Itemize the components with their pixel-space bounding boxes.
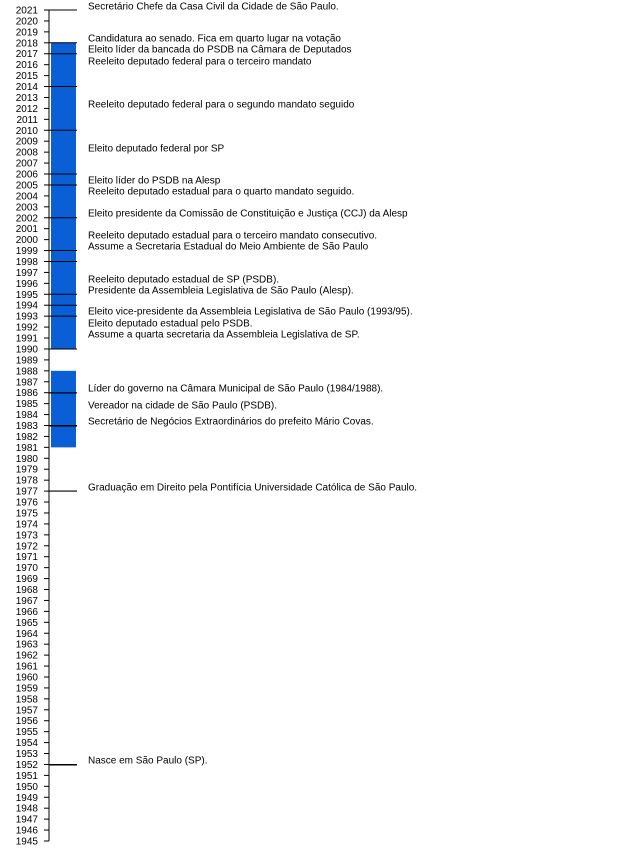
event-label: Reeleito deputado estadual de SP (PSDB). <box>88 274 280 286</box>
year-label: 1996 <box>15 278 38 290</box>
year-label: 1959 <box>15 683 38 695</box>
year-label: 1950 <box>15 781 38 793</box>
year-label: 2012 <box>15 103 38 115</box>
year-label: 2013 <box>15 92 38 104</box>
event-label: Eleito vice-presidente da Assembleia Legislativa de São Paulo (1993/95). <box>88 306 413 318</box>
event-label: Candidatura ao senado. Fica em quarto lugar na votação <box>88 33 341 45</box>
year-label: 1957 <box>15 705 38 717</box>
year-label: 2017 <box>15 49 38 61</box>
year-label: 1956 <box>15 716 38 728</box>
year-label: 2010 <box>15 125 38 137</box>
event-label: Eleito deputado estadual pelo PSDB. <box>88 318 253 330</box>
year-label: 2006 <box>15 169 38 181</box>
year-label: 1977 <box>15 486 38 498</box>
year-label: 2014 <box>15 82 38 94</box>
year-label: 1982 <box>15 431 38 443</box>
year-label: 1979 <box>15 464 38 476</box>
year-label: 1962 <box>15 650 38 662</box>
event-label: Reeleito deputado federal para o terceiro mandato <box>88 56 312 68</box>
year-label: 1998 <box>15 256 38 268</box>
event-label: Eleito líder da bancada do PSDB na Câmara de Deputados <box>88 44 352 56</box>
event-label: Reeleito deputado federal para o segundo mandato seguido <box>88 99 355 111</box>
event-label: Reeleito deputado estadual para o terceiro mandato consecutivo. <box>88 230 378 242</box>
year-label: 1948 <box>15 803 38 815</box>
year-label: 1946 <box>15 825 38 837</box>
year-label: 2018 <box>15 38 38 50</box>
year-label: 1960 <box>15 672 38 684</box>
year-label: 1981 <box>15 442 38 454</box>
year-label: 2008 <box>15 147 38 159</box>
year-label: 1963 <box>15 639 38 651</box>
year-label: 2004 <box>15 191 38 203</box>
event-label: Presidente da Assembleia Legislativa de São Paulo (Alesp). <box>88 285 354 297</box>
year-label: 1997 <box>15 267 38 279</box>
year-label: 1986 <box>15 388 38 400</box>
year-label: 1974 <box>15 519 38 531</box>
year-label: 1995 <box>15 289 38 301</box>
year-label: 1947 <box>15 814 38 826</box>
event-label: Assume a quarta secretaria da Assembleia Legislativa de SP. <box>88 329 360 341</box>
year-label: 1954 <box>15 738 38 750</box>
year-label: 1990 <box>15 344 38 356</box>
year-label: 2015 <box>15 71 38 83</box>
year-label: 2000 <box>15 235 38 247</box>
year-label: 1945 <box>15 836 38 848</box>
event-label: Reeleito deputado estadual para o quarto mandato seguido. <box>88 186 355 198</box>
year-label: 1966 <box>15 606 38 618</box>
year-label: 2016 <box>15 60 38 72</box>
period-bar <box>51 43 76 349</box>
year-label: 1993 <box>15 311 38 323</box>
year-label: 1999 <box>15 246 38 258</box>
year-label: 2009 <box>15 136 38 148</box>
year-label: 1992 <box>15 322 38 334</box>
year-label: 2002 <box>15 213 38 225</box>
year-label: 1949 <box>15 792 38 804</box>
year-label: 1989 <box>15 355 38 367</box>
year-label: 1980 <box>15 453 38 465</box>
year-label: 1976 <box>15 497 38 509</box>
event-label: Eleito líder do PSDB na Alesp <box>88 175 221 187</box>
year-label: 2021 <box>15 5 38 17</box>
year-label: 1987 <box>15 377 38 389</box>
event-label: Eleito presidente da Comissão de Constituição e Justiça (CCJ) da Alesp <box>88 208 408 220</box>
year-label: 1994 <box>15 300 38 312</box>
event-label: Nasce em São Paulo (SP). <box>88 755 208 767</box>
year-label: 1965 <box>15 617 38 629</box>
event-label: Secretário Chefe da Casa Civil da Cidade de São Paulo. <box>88 1 339 13</box>
year-label: 1988 <box>15 366 38 378</box>
event-label: Eleito deputado federal por SP <box>88 143 225 155</box>
year-label: 1985 <box>15 399 38 411</box>
year-label: 2001 <box>15 224 38 236</box>
year-label: 1964 <box>15 628 38 640</box>
year-label: 1984 <box>15 410 38 422</box>
year-label: 1952 <box>15 759 38 771</box>
year-label: 2020 <box>15 16 38 28</box>
year-label: 1972 <box>15 541 38 553</box>
year-label: 1978 <box>15 475 38 487</box>
year-label: 1969 <box>15 574 38 586</box>
event-label: Vereador na cidade de São Paulo (PSDB). <box>88 400 278 412</box>
year-label: 2019 <box>15 27 38 39</box>
year-label: 1973 <box>15 530 38 542</box>
year-label: 1951 <box>15 770 38 782</box>
year-label: 1953 <box>15 749 38 761</box>
year-label: 1970 <box>15 563 38 575</box>
year-label: 2005 <box>15 180 38 192</box>
year-label: 1971 <box>15 552 38 564</box>
year-label: 1961 <box>15 661 38 673</box>
year-label: 1983 <box>15 421 38 432</box>
period-bar <box>51 371 76 448</box>
event-label: Graduação em Direito pela Pontifícia Universidade Católica de São Paulo. <box>88 482 418 494</box>
event-label: Assume a Secretaria Estadual do Meio Ambiente de São Paulo <box>88 241 369 253</box>
event-label: Líder do governo na Câmara Municipal de São Paulo (1984/1988). <box>88 383 384 395</box>
year-label: 2003 <box>15 202 38 214</box>
year-label: 2007 <box>15 158 38 170</box>
year-label: 1991 <box>15 333 38 345</box>
year-label: 1958 <box>15 694 38 706</box>
year-label: 1967 <box>15 595 38 607</box>
year-label: 1968 <box>15 585 38 597</box>
year-label: 2011 <box>16 114 38 126</box>
year-label: 1955 <box>15 727 38 739</box>
year-label: 1975 <box>15 508 38 520</box>
event-label: Secretário de Negócios Extraordinários do prefeito Mário Covas. <box>88 416 374 428</box>
